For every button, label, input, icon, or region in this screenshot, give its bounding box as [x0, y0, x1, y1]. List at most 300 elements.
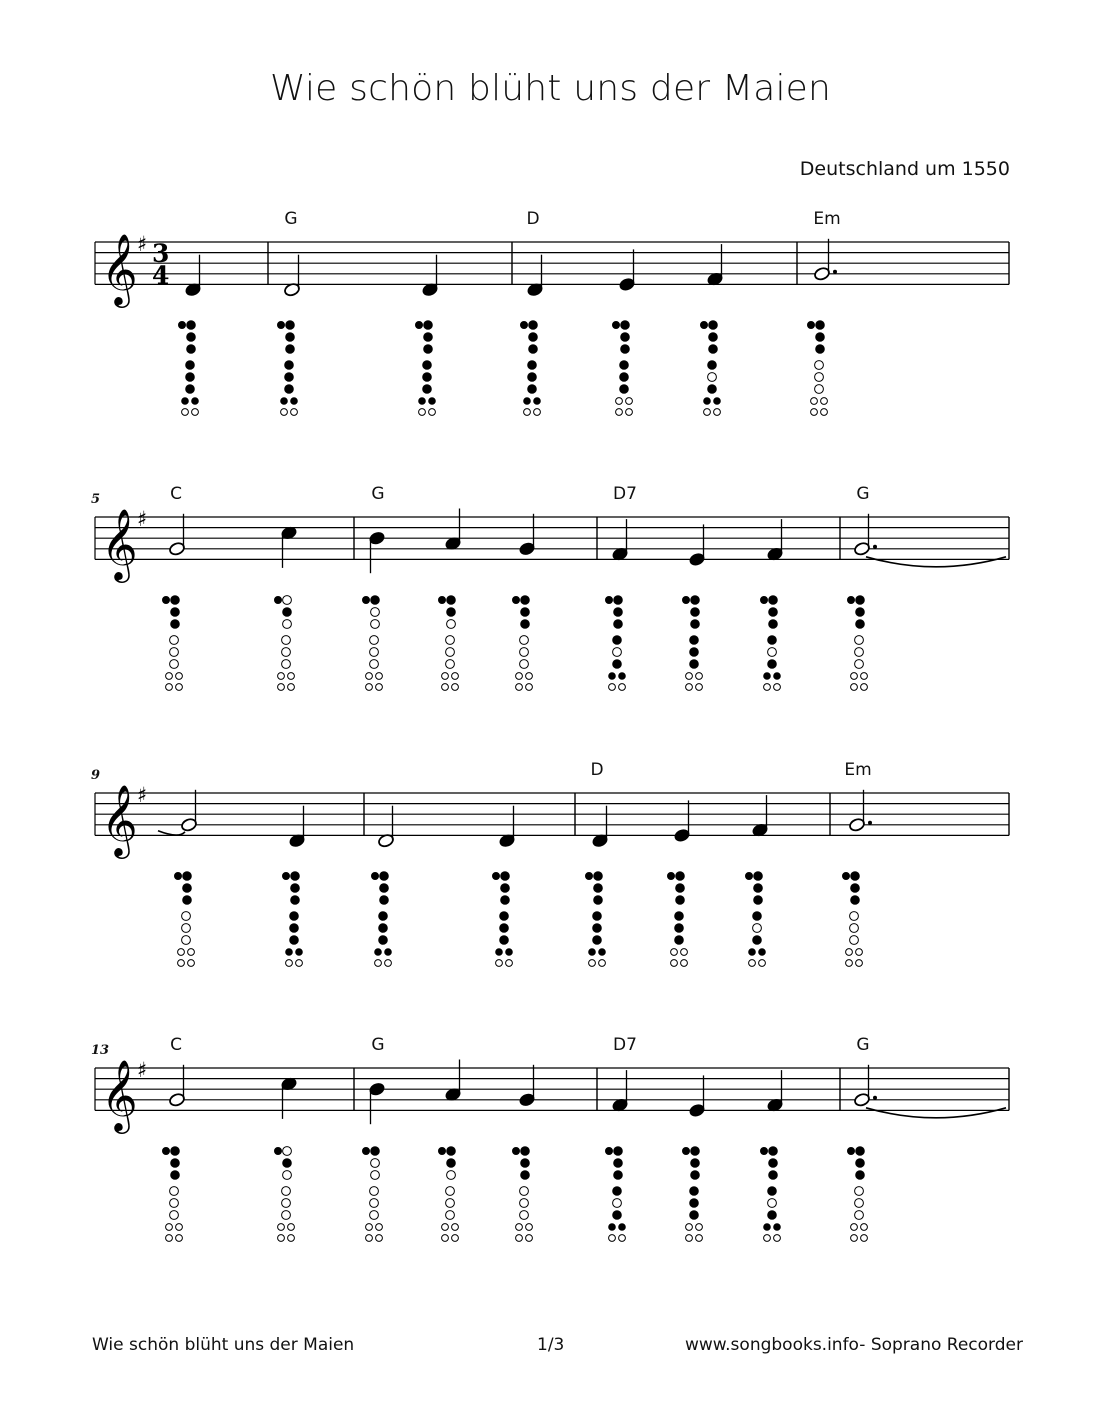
fingering-hole: [370, 1187, 379, 1196]
chord-symbol: C: [170, 1035, 182, 1055]
fingering-hole: [281, 398, 288, 405]
note: [591, 806, 608, 849]
fingering-hole: [447, 608, 456, 617]
fingering-hole: [187, 345, 196, 354]
fingering-hole: [182, 398, 189, 405]
fingering-hole: [626, 398, 633, 405]
fingering-hole: [686, 684, 693, 691]
fingering-hole: [192, 409, 199, 416]
fingering-hole: [188, 960, 195, 967]
fingering-hole: [274, 1147, 281, 1154]
fingering-hole: [282, 1199, 291, 1208]
fingering-hole: [419, 398, 426, 405]
fingering-hole: [754, 896, 763, 905]
fingering-hole: [616, 409, 623, 416]
fingering-hole: [816, 345, 825, 354]
fingering-hole: [620, 361, 629, 370]
fingering-hole: [667, 872, 674, 879]
fingering-hole: [691, 1159, 700, 1168]
fingering-hole: [847, 1147, 854, 1154]
fingering-hole: [162, 1147, 169, 1154]
fingering-hole: [691, 596, 700, 605]
fingering-hole: [613, 1211, 622, 1220]
fingering-hole: [423, 361, 432, 370]
fingering-hole: [366, 1235, 373, 1242]
fingering-hole: [769, 596, 778, 605]
fingering-hole: [415, 321, 422, 328]
fingering-hole: [520, 321, 527, 328]
key-signature-sharp: ♯: [137, 232, 148, 256]
note: [184, 255, 201, 298]
note: [611, 1070, 628, 1113]
fingering-hole: [774, 1235, 781, 1242]
fingering-hole: [749, 949, 756, 956]
fingering-hole: [278, 1235, 285, 1242]
fingering-hole: [675, 912, 684, 921]
fingering-hole: [278, 684, 285, 691]
fingering-hole: [424, 333, 433, 342]
measure-number: 9: [91, 768, 101, 783]
fingering-hole: [691, 1171, 700, 1180]
fingering-hole: [815, 361, 824, 370]
fingering-hole: [851, 673, 858, 680]
recorder-fingering: [700, 321, 720, 416]
fingering-hole: [176, 1235, 183, 1242]
chord-symbol: G: [856, 484, 870, 504]
fingering-hole: [626, 409, 633, 416]
fingering-hole: [764, 1235, 771, 1242]
note: [751, 795, 768, 838]
fingering-hole: [613, 660, 622, 669]
fingering-hole: [192, 398, 199, 405]
fingering-hole: [609, 684, 616, 691]
fingering-hole: [612, 321, 619, 328]
recorder-fingering: [371, 872, 391, 967]
recorder-fingering: [847, 1147, 867, 1242]
fingering-hole: [447, 1147, 456, 1156]
fingering-hole: [759, 960, 766, 967]
fingering-hole: [170, 660, 179, 669]
fingering-hole: [614, 1171, 623, 1180]
recorder-fingering: [162, 596, 182, 691]
note: [688, 1075, 705, 1118]
fingering-hole: [816, 333, 825, 342]
chord-symbol: G: [371, 484, 385, 504]
fingering-hole: [500, 924, 509, 933]
fingering-hole: [283, 596, 292, 605]
fingering-hole: [376, 1235, 383, 1242]
fingering-hole: [754, 884, 763, 893]
recorder-fingering: [512, 1147, 532, 1242]
fingering-hole: [676, 872, 685, 881]
fingering-hole: [380, 872, 389, 881]
fingering-hole: [768, 636, 777, 645]
fingering-hole: [446, 1199, 455, 1208]
fingering-hole: [285, 385, 294, 394]
fingering-hole: [492, 872, 499, 879]
fingering-hole: [452, 1235, 459, 1242]
fingering-hole: [696, 1235, 703, 1242]
fingering-hole: [681, 949, 688, 956]
fingering-hole: [291, 884, 300, 893]
recorder-fingering: [274, 1147, 294, 1242]
fingering-hole: [616, 398, 623, 405]
fingering-hole: [846, 960, 853, 967]
fingering-hole: [816, 321, 825, 330]
fingering-hole: [424, 345, 433, 354]
fingering-hole: [183, 872, 192, 881]
time-signature-top: 3: [152, 239, 170, 268]
fingering-hole: [442, 1235, 449, 1242]
fingering-hole: [170, 1211, 179, 1220]
fingering-hole: [447, 1159, 456, 1168]
note: [848, 790, 872, 833]
fingering-hole: [614, 1159, 623, 1168]
fingering-hole: [686, 1224, 693, 1231]
fingering-hole: [524, 398, 531, 405]
fingering-hole: [288, 1235, 295, 1242]
fingering-hole: [283, 1147, 292, 1156]
fingering-hole: [520, 1199, 529, 1208]
fingering-hole: [846, 949, 853, 956]
fingering-hole: [282, 636, 291, 645]
fingering-hole: [286, 960, 293, 967]
fingering-hole: [447, 1171, 456, 1180]
fingering-hole: [691, 1147, 700, 1156]
fingering-hole: [526, 1235, 533, 1242]
fingering-hole: [745, 872, 752, 879]
fingering-hole: [376, 673, 383, 680]
fingering-hole: [371, 620, 380, 629]
staff-system: [95, 209, 1009, 415]
recorder-fingering: [362, 596, 382, 691]
fingering-hole: [815, 373, 824, 382]
fingering-hole: [614, 620, 623, 629]
recorder-fingering: [162, 1147, 182, 1242]
staff-system: [91, 760, 1009, 966]
fingering-hole: [166, 684, 173, 691]
fingering-hole: [282, 1211, 291, 1220]
fingering-hole: [594, 872, 603, 881]
fingering-hole: [370, 1199, 379, 1208]
fingering-hole: [856, 1159, 865, 1168]
fingering-hole: [850, 936, 859, 945]
fingering-hole: [696, 673, 703, 680]
fingering-hole: [769, 608, 778, 617]
fingering-hole: [621, 345, 630, 354]
fingering-hole: [496, 960, 503, 967]
fingering-hole: [171, 620, 180, 629]
note: [168, 1065, 185, 1108]
fingering-hole: [442, 1224, 449, 1231]
fingering-hole: [285, 373, 294, 382]
fingering-hole: [516, 673, 523, 680]
fingering-hole: [690, 1211, 699, 1220]
note: [618, 249, 635, 292]
fingering-hole: [774, 673, 781, 680]
fingering-hole: [821, 409, 828, 416]
fingering-hole: [366, 684, 373, 691]
fingering-hole: [520, 1211, 529, 1220]
fingering-hole: [594, 884, 603, 893]
recorder-fingering: [274, 596, 294, 691]
key-signature-sharp: ♯: [137, 1058, 148, 1082]
fingering-hole: [764, 684, 771, 691]
fingering-hole: [526, 673, 533, 680]
fingering-hole: [423, 385, 432, 394]
treble-clef: 𝄞: [101, 507, 138, 580]
fingering-hole: [534, 409, 541, 416]
fingering-hole: [288, 673, 295, 680]
fingering-hole: [286, 949, 293, 956]
fingering-hole: [619, 1224, 626, 1231]
fingering-hole: [855, 1211, 864, 1220]
fingering-hole: [774, 684, 781, 691]
recorder-fingering: [362, 1147, 382, 1242]
note: [766, 519, 783, 562]
fingering-hole: [186, 385, 195, 394]
fingering-hole: [528, 385, 537, 394]
fingering-hole: [856, 949, 863, 956]
fingering-hole: [696, 684, 703, 691]
fingering-hole: [768, 648, 777, 657]
fingering-hole: [283, 620, 292, 629]
page-number: 1/3: [537, 1335, 565, 1355]
recorder-fingering: [438, 596, 458, 691]
fingering-hole: [708, 385, 717, 394]
fingering-hole: [619, 1235, 626, 1242]
fingering-hole: [429, 409, 436, 416]
fingering-hole: [709, 333, 718, 342]
fingering-hole: [753, 936, 762, 945]
fingering-hole: [183, 896, 192, 905]
fingering-hole: [291, 409, 298, 416]
chord-symbol: D7: [613, 484, 637, 504]
note: [611, 519, 628, 562]
fingering-hole: [690, 1199, 699, 1208]
fingering-hole: [690, 1187, 699, 1196]
fingering-hole: [380, 896, 389, 905]
note: [813, 239, 837, 282]
fingering-hole: [170, 1187, 179, 1196]
fingering-hole: [769, 1159, 778, 1168]
fingering-hole: [619, 673, 626, 680]
fingering-hole: [285, 361, 294, 370]
fingering-hole: [370, 636, 379, 645]
note: [368, 1082, 385, 1125]
chord-symbol: D7: [613, 1035, 637, 1055]
fingering-hole: [613, 1199, 622, 1208]
fingering-hole: [376, 684, 383, 691]
treble-clef: 𝄞: [101, 232, 138, 305]
fingering-hole: [851, 1235, 858, 1242]
fingering-hole: [754, 872, 763, 881]
key-signature-sharp: ♯: [137, 507, 148, 531]
fingering-hole: [506, 949, 513, 956]
fingering-hole: [708, 373, 717, 382]
augmentation-dot: [868, 821, 872, 825]
fingering-hole: [182, 912, 191, 921]
fingering-hole: [529, 321, 538, 330]
fingering-hole: [811, 398, 818, 405]
fingering-hole: [171, 608, 180, 617]
fingering-hole: [609, 1224, 616, 1231]
note: [280, 1076, 297, 1119]
fingering-hole: [714, 398, 721, 405]
footer-source: www.songbooks.info- Soprano Recorder: [685, 1335, 1023, 1355]
note: [706, 244, 723, 287]
fingering-hole: [861, 673, 868, 680]
fingering-hole: [856, 1171, 865, 1180]
fingering-hole: [768, 660, 777, 669]
fingering-hole: [589, 960, 596, 967]
fingering-hole: [376, 1224, 383, 1231]
fingering-hole: [291, 896, 300, 905]
fingering-hole: [851, 884, 860, 893]
fingering-hole: [807, 321, 814, 328]
recorder-fingering: [667, 872, 687, 967]
fingering-hole: [861, 1224, 868, 1231]
fingering-hole: [605, 1147, 612, 1154]
fingering-hole: [282, 1187, 291, 1196]
note: [766, 1070, 783, 1113]
fingering-hole: [768, 1211, 777, 1220]
fingering-hole: [528, 373, 537, 382]
fingering-hole: [429, 398, 436, 405]
time-signature-bottom: 4: [152, 261, 170, 290]
fingering-hole: [187, 321, 196, 330]
recorder-fingering: [277, 321, 297, 416]
tie: [866, 1108, 1006, 1118]
fingering-hole: [446, 648, 455, 657]
measure-number: 5: [91, 492, 101, 507]
fingering-hole: [446, 1187, 455, 1196]
chord-symbol: C: [170, 484, 182, 504]
fingering-hole: [815, 385, 824, 394]
fingering-hole: [182, 936, 191, 945]
fingering-hole: [686, 673, 693, 680]
fingering-hole: [709, 345, 718, 354]
fingering-hole: [821, 398, 828, 405]
fingering-hole: [283, 608, 292, 617]
fingering-hole: [589, 949, 596, 956]
fingering-hole: [593, 936, 602, 945]
fingering-hole: [385, 949, 392, 956]
fingering-hole: [855, 660, 864, 669]
fingering-hole: [521, 1147, 530, 1156]
fingering-hole: [290, 924, 299, 933]
fingering-hole: [704, 398, 711, 405]
note: [498, 806, 515, 849]
fingering-hole: [861, 1235, 868, 1242]
fingering-hole: [520, 648, 529, 657]
fingering-hole: [528, 361, 537, 370]
note: [444, 1060, 461, 1103]
fingering-hole: [609, 1235, 616, 1242]
fingering-hole: [676, 884, 685, 893]
fingering-hole: [446, 660, 455, 669]
fingering-hole: [182, 924, 191, 933]
fingering-hole: [850, 924, 859, 933]
fingering-hole: [380, 884, 389, 893]
fingering-hole: [599, 960, 606, 967]
fingering-hole: [366, 673, 373, 680]
fingering-hole: [521, 596, 530, 605]
fingering-hole: [521, 1171, 530, 1180]
recorder-fingering: [612, 321, 632, 416]
fingering-hole: [296, 960, 303, 967]
fingering-hole: [171, 596, 180, 605]
chord-symbol: G: [284, 209, 298, 229]
fingering-hole: [609, 673, 616, 680]
fingering-hole: [286, 333, 295, 342]
recorder-fingering: [438, 1147, 458, 1242]
fingering-hole: [593, 924, 602, 933]
fingering-hole: [594, 896, 603, 905]
fingering-hole: [619, 684, 626, 691]
recorder-fingering: [682, 1147, 702, 1242]
fingering-hole: [671, 949, 678, 956]
note: [421, 255, 438, 298]
recorder-fingering: [520, 321, 540, 416]
fingering-hole: [176, 684, 183, 691]
fingering-hole: [446, 636, 455, 645]
fingering-hole: [851, 1224, 858, 1231]
fingering-hole: [500, 912, 509, 921]
augmentation-dot: [873, 1096, 877, 1100]
chord-symbol: G: [856, 1035, 870, 1055]
staff-system: [91, 1035, 1009, 1241]
note: [280, 525, 297, 568]
fingering-hole: [438, 596, 445, 603]
recorder-fingering: [282, 872, 302, 967]
fingering-hole: [371, 608, 380, 617]
fingering-hole: [288, 684, 295, 691]
fingering-hole: [691, 608, 700, 617]
fingering-hole: [371, 1159, 380, 1168]
fingering-hole: [613, 1187, 622, 1196]
fingering-hole: [671, 960, 678, 967]
fingering-hole: [291, 872, 300, 881]
fingering-hole: [379, 912, 388, 921]
recorder-fingering: [605, 596, 625, 691]
fingering-hole: [188, 949, 195, 956]
fingering-hole: [675, 924, 684, 933]
fingering-hole: [446, 1211, 455, 1220]
fingering-hole: [749, 960, 756, 967]
fingering-hole: [290, 912, 299, 921]
fingering-hole: [452, 1224, 459, 1231]
note: [518, 1065, 535, 1108]
fingering-hole: [855, 648, 864, 657]
fingering-hole: [171, 1147, 180, 1156]
fingering-hole: [691, 620, 700, 629]
fingering-hole: [599, 949, 606, 956]
fingering-hole: [690, 648, 699, 657]
fingering-hole: [856, 620, 865, 629]
fingering-hole: [166, 673, 173, 680]
fingering-hole: [282, 660, 291, 669]
fingering-hole: [534, 398, 541, 405]
chord-symbol: D: [526, 209, 540, 229]
fingering-hole: [442, 684, 449, 691]
chord-symbol: G: [371, 1035, 385, 1055]
fingering-hole: [769, 620, 778, 629]
fingering-hole: [423, 373, 432, 382]
fingering-hole: [855, 1199, 864, 1208]
fingering-hole: [379, 924, 388, 933]
fingering-hole: [362, 1147, 369, 1154]
